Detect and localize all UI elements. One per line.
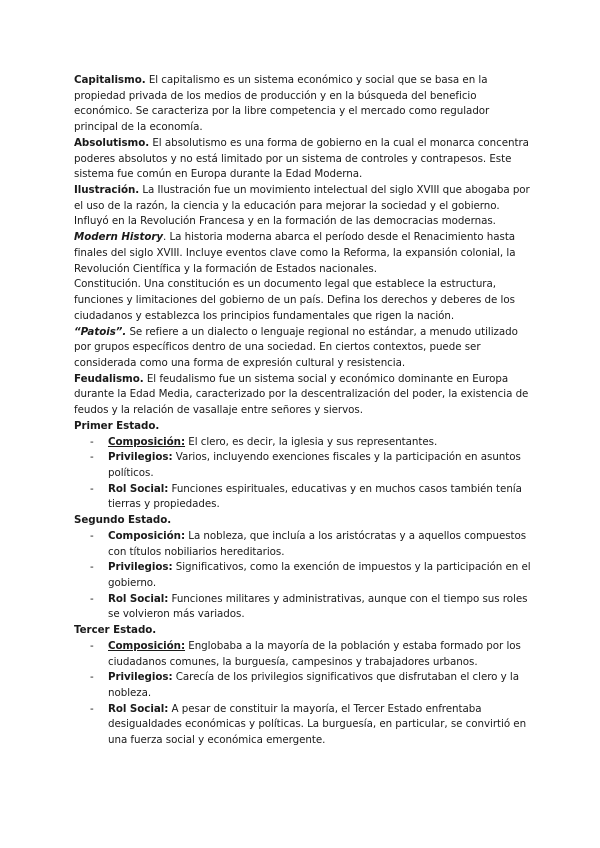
bullet-dash: - [90, 639, 94, 652]
item-text: A pesar de constituir la mayoría, el Tercer Estado enfrentaba desigualdades económicas y políticas. La burguesía, en particular, se convirtió en una fuerza social y económica emergente. [108, 702, 527, 747]
item-label: Privilegios: [108, 561, 173, 574]
item-label: Composición: [108, 529, 186, 542]
definition-text: El feudalismo fue un sistema social y económico dominante en Europa durante la Edad Media, caracterizado por la descentralización del poder, la existencia de feudos y la relación de vasallaje entre señores y siervos. [74, 372, 529, 417]
definition-patois [74, 325, 534, 372]
definition-ilustracion [74, 183, 534, 230]
list-item [74, 702, 534, 749]
item-text: Significativos, como la exención de impuestos y la participación en el gobierno. [108, 561, 531, 589]
bullet-list-tercer-estado [74, 639, 534, 749]
item-text: Varios, incluyendo exenciones fiscales y la participación en asuntos políticos. [108, 451, 521, 479]
list-item [74, 670, 534, 701]
list-item [74, 529, 534, 560]
definition-text: Constitución. Una constitución es un documento legal que establece la estructura, funciones y limitaciones del gobierno de un país. Defina los derechos y deberes de los ciudadanos y establezca los principios fundamentales que rigen la nación. [74, 278, 515, 322]
list-item [74, 592, 534, 623]
bullet-dash: - [90, 529, 94, 542]
item-text: El clero, es decir, la iglesia y sus representantes. [185, 435, 438, 448]
definition-modern-history [74, 230, 534, 277]
definition-term: Capitalismo. [74, 74, 146, 86]
definition-feudalismo [74, 372, 534, 419]
item-label: Rol Social: [108, 702, 169, 715]
item-label: Privilegios: [108, 671, 173, 684]
list-item [74, 450, 534, 481]
bullet-dash: - [90, 435, 94, 448]
bullet-dash: - [90, 451, 94, 464]
bullet-dash: - [90, 592, 94, 605]
definition-constitucion [74, 277, 534, 324]
bullet-dash: - [90, 482, 94, 495]
item-text: La nobleza, que incluía a los aristócratas y a aquellos compuestos con títulos nobiliarios hereditarios. [108, 529, 527, 558]
item-label: Rol Social: [108, 592, 169, 605]
bullet-dash: - [90, 702, 94, 715]
list-item [74, 482, 534, 513]
definition-text: La Ilustración fue un movimiento intelectual del siglo XVIII que abogaba por el uso de la razón, la ciencia y la educación para mejorar la sociedad y el gobierno. Influyó en la Revolución Francesa y en la formación de las democracias modernas. [74, 184, 530, 228]
definition-term: Ilustración. [74, 184, 140, 197]
list-item [74, 639, 534, 670]
definition-term: Absolutismo. [74, 136, 150, 149]
definition-absolutismo [74, 136, 534, 183]
section-heading-tercer-estado: Tercer Estado. [74, 624, 157, 637]
item-label: Rol Social: [108, 482, 169, 495]
item-text: Funciones espirituales, educativas y en muchos casos también tenía tierras y propiedades. [108, 482, 522, 511]
bullet-list-segundo-estado [74, 529, 534, 623]
item-text: Carecía de los privilegios significativos que disfrutaban el clero y la nobleza. [108, 671, 519, 700]
definition-term: “Patois”. [74, 325, 127, 338]
bullet-dash: - [90, 671, 94, 684]
definition-text: Se refiere a un dialecto o lenguaje regional no estándar, a menudo utilizado por grupos específicos dentro de una sociedad. En ciertos contextos, puede ser considerada como una forma de expresión cultural y resistencia. [74, 325, 518, 369]
section-heading-primer-estado: Primer Estado. [74, 419, 160, 432]
definition-text: . La historia moderna abarca el período desde el Renacimiento hasta finales del siglo XVIII. Incluye eventos clave como la Reforma, la expansión colonial, la Revolución Científica y la formación de Estados nacionales. [74, 231, 516, 275]
item-text: Englobaba a la mayoría de la población y estaba formado por los ciudadanos comunes, la burguesía, campesinos y trabajadores urbanos. [108, 639, 521, 668]
definition-term: Modern History [74, 231, 164, 244]
item-label: Composición: [108, 639, 186, 652]
definition-text: El absolutismo es una forma de gobierno en la cual el monarca concentra poderes absolutos y no está limitado por un sistema de controles y contrapesos. Este sistema fue común en Europa durante la Edad Moderna. [74, 136, 529, 181]
list-item [74, 560, 534, 591]
definition-capitalismo [74, 73, 534, 136]
definition-text: El capitalismo es un sistema económico y social que se basa en la propiedad privada de los medios de producción y en la búsqueda del beneficio económico. Se caracteriza por la libre competencia y el mercado como regulador principal de la economía. [74, 74, 490, 134]
item-label: Privilegios: [108, 451, 173, 464]
bullet-list-primer-estado [74, 435, 534, 514]
bullet-dash: - [90, 561, 94, 574]
document-body [74, 73, 534, 749]
section-heading-segundo-estado: Segundo Estado. [74, 514, 172, 527]
definition-term: Feudalismo. [74, 372, 144, 385]
item-text: Funciones militares y administrativas, aunque con el tiempo sus roles se volvieron más variados. [108, 592, 528, 621]
item-label: Composición: [108, 435, 186, 448]
list-item [74, 435, 534, 451]
